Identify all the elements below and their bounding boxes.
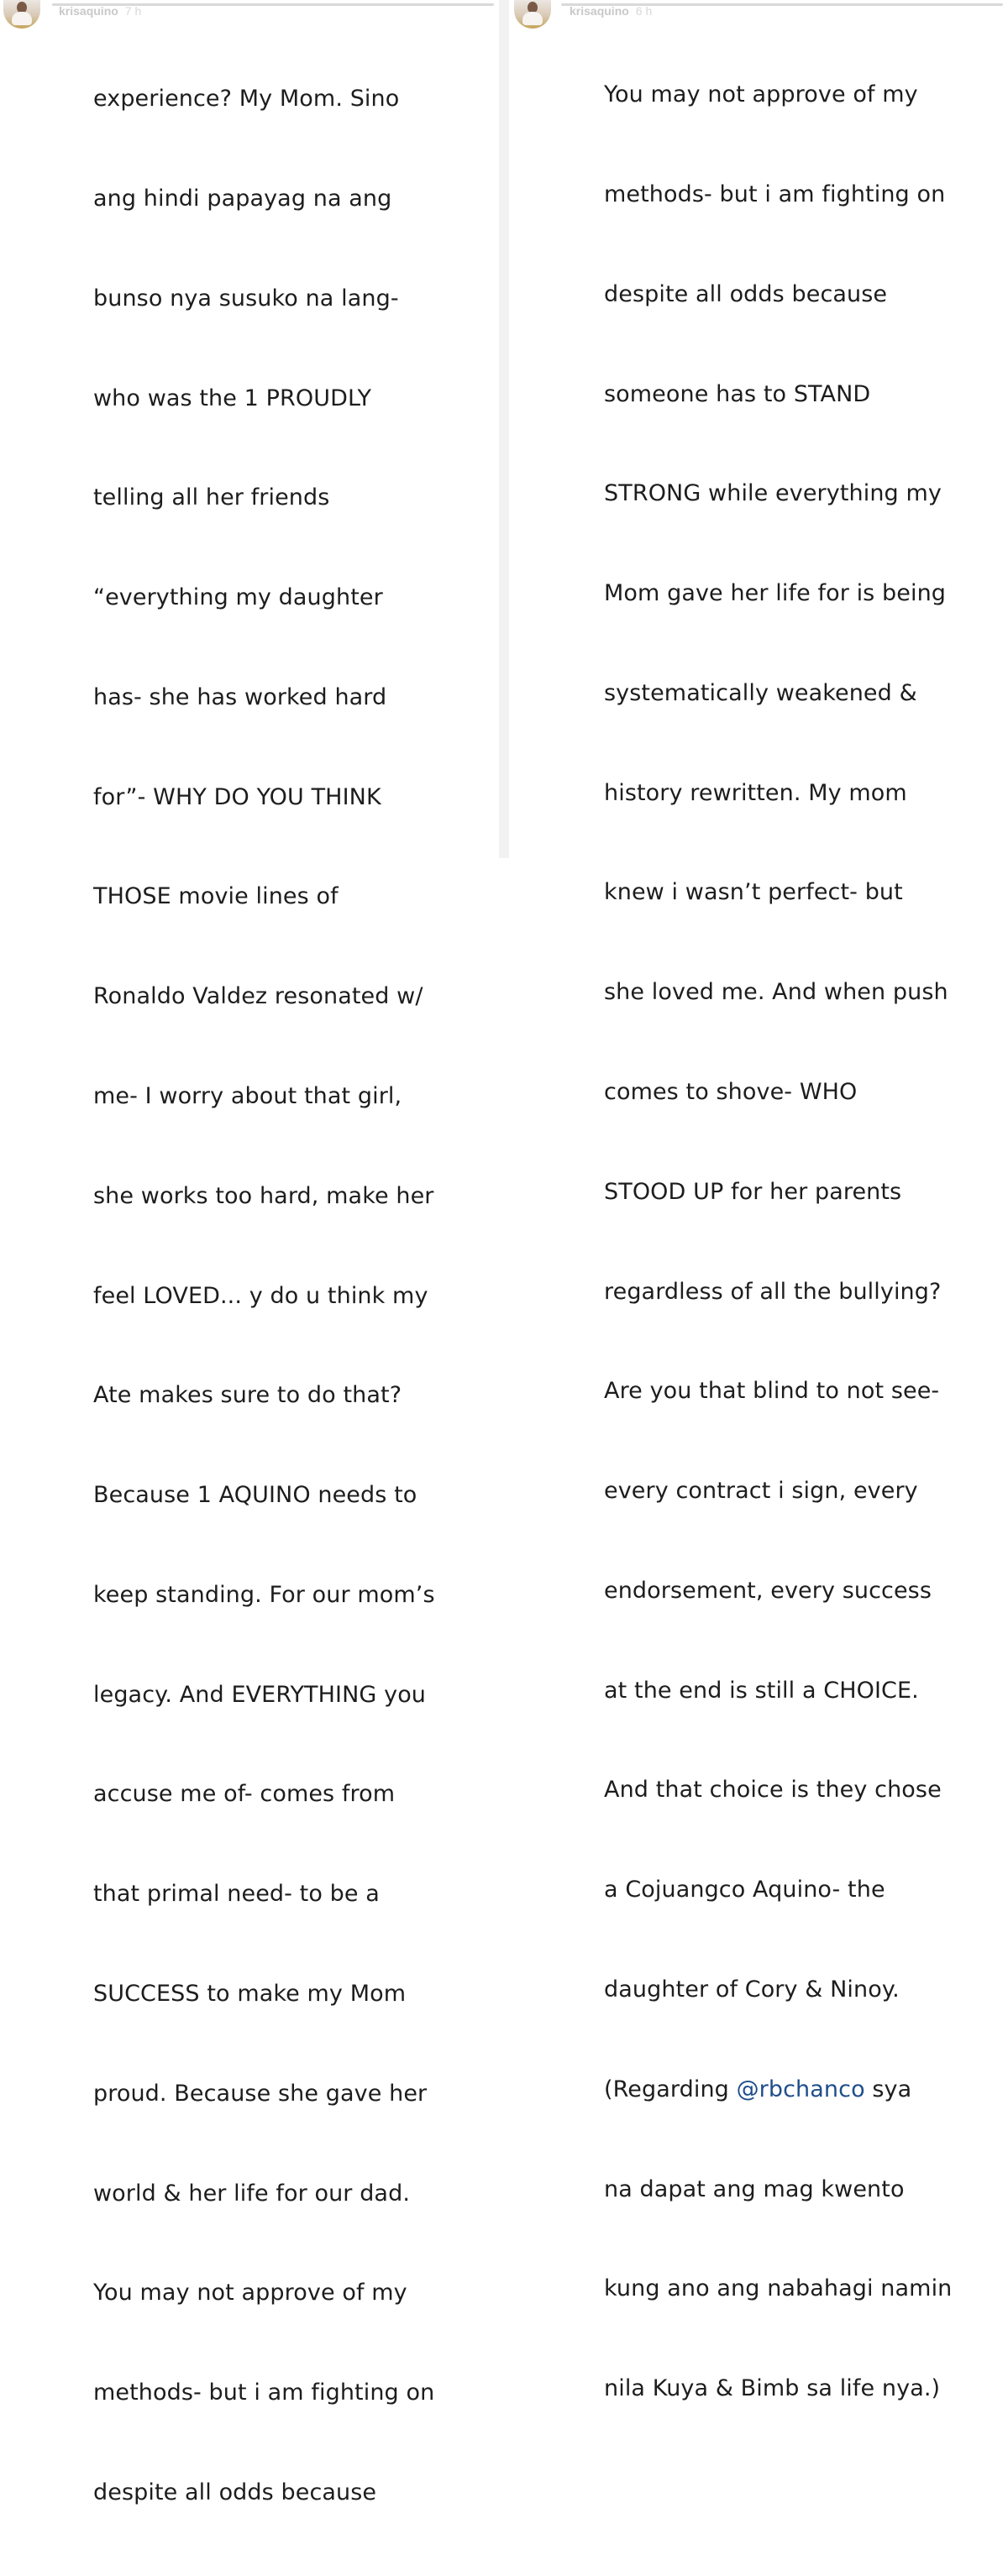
story-line: methods- but i am fighting on — [604, 181, 946, 207]
story-line: who was the 1 PROUDLY — [93, 385, 372, 411]
story-line: keep standing. For our mom’s — [93, 1581, 435, 1608]
username[interactable]: krisaquino — [570, 4, 629, 18]
story-header-right — [514, 0, 652, 34]
story-line: has- she has worked hard — [93, 683, 387, 710]
story-line: STRONG while everything my — [604, 480, 942, 507]
avatar[interactable] — [514, 0, 551, 29]
story-line: nila Kuya & Bimb sa life nya.) — [604, 2375, 941, 2402]
story-line: And that choice is they chose — [604, 1777, 942, 1804]
story-line: ang hindi papayag na ang — [93, 185, 392, 212]
story-meta — [59, 5, 141, 17]
story-line: daughter of Cory & Ninoy. — [604, 1977, 900, 2003]
story-line: Ronaldo Valdez resonated w/ — [93, 983, 423, 1010]
story-line: kung ano ang nabahagi namin — [604, 2275, 953, 2302]
timestamp: 6 h — [635, 4, 653, 18]
story-line: “everything my daughter — [93, 584, 383, 611]
story-line: na dapat ang mag kwento — [604, 2175, 905, 2202]
panel-divider — [499, 0, 509, 858]
story-line: systematically weakened & — [604, 679, 917, 706]
story-text-right — [604, 12, 952, 2472]
story-line: accuse me of- comes from — [93, 1781, 396, 1808]
story-line: comes to shove- WHO — [604, 1079, 858, 1105]
story-line-mention — [604, 2073, 952, 2107]
story-line: despite all odds because — [604, 280, 888, 307]
story-line: despite all odds because — [93, 2479, 377, 2505]
story-line: methods- but i am fighting on — [93, 2380, 435, 2406]
story-line: You may not approve of my — [93, 2280, 407, 2306]
story-line: legacy. And EVERYTHING you — [93, 1681, 427, 1708]
story-line: she works too hard, make her — [93, 1182, 434, 1209]
story-line: history rewritten. My mom — [604, 779, 907, 806]
story-line: Ate makes sure to do that? — [93, 1382, 402, 1409]
story-line: that primal need- to be a — [93, 1881, 380, 1908]
story-line: world & her life for our dad. — [93, 2180, 410, 2207]
story-meta — [570, 5, 652, 17]
story-line: knew i wasn’t perfect- but — [604, 879, 903, 906]
story-line: someone has to STAND — [604, 380, 871, 407]
story-line: endorsement, every success — [604, 1577, 932, 1604]
story-line: telling all her friends — [93, 484, 330, 511]
story-line: proud. Because she gave her — [93, 2080, 428, 2107]
story-line: experience? My Mom. Sino — [93, 86, 400, 113]
story-line: a Cojuangco Aquino- the — [604, 1877, 885, 1903]
user-mention-link[interactable]: @rbchanco — [736, 2076, 865, 2102]
avatar[interactable] — [3, 0, 40, 29]
story-line: Mom gave her life for is being — [604, 580, 947, 607]
story-line: Because 1 AQUINO needs to — [93, 1482, 417, 1509]
story-line: at the end is still a CHOICE. — [604, 1677, 919, 1704]
story-panel-left — [0, 0, 499, 2505]
story-line: feel LOVED... y do u think my — [93, 1282, 428, 1309]
story-line: You may not approve of my — [604, 81, 918, 108]
story-text-left — [93, 16, 435, 2576]
story-line: for”- WHY DO YOU THINK — [93, 783, 381, 810]
mention-line-after: sya — [864, 2076, 912, 2102]
story-line: me- I worry about that girl, — [93, 1083, 402, 1109]
story-panel-right — [509, 0, 1008, 2402]
story-line: she loved me. And when push — [604, 979, 948, 1006]
username[interactable]: krisaquino — [59, 4, 118, 18]
timestamp: 7 h — [124, 4, 142, 18]
story-line: Are you that blind to not see- — [604, 1378, 940, 1405]
story-header-left — [3, 0, 141, 34]
story-line: THOSE movie lines of — [93, 883, 339, 910]
story-line: every contract i sign, every — [604, 1478, 918, 1505]
mention-line-before: (Regarding — [604, 2076, 737, 2102]
story-line: regardless of all the bullying? — [604, 1278, 942, 1305]
story-line: bunso nya susuko na lang- — [93, 285, 399, 312]
story-line: SUCCESS to make my Mom — [93, 1981, 407, 2008]
story-line: STOOD UP for her parents — [604, 1178, 902, 1205]
